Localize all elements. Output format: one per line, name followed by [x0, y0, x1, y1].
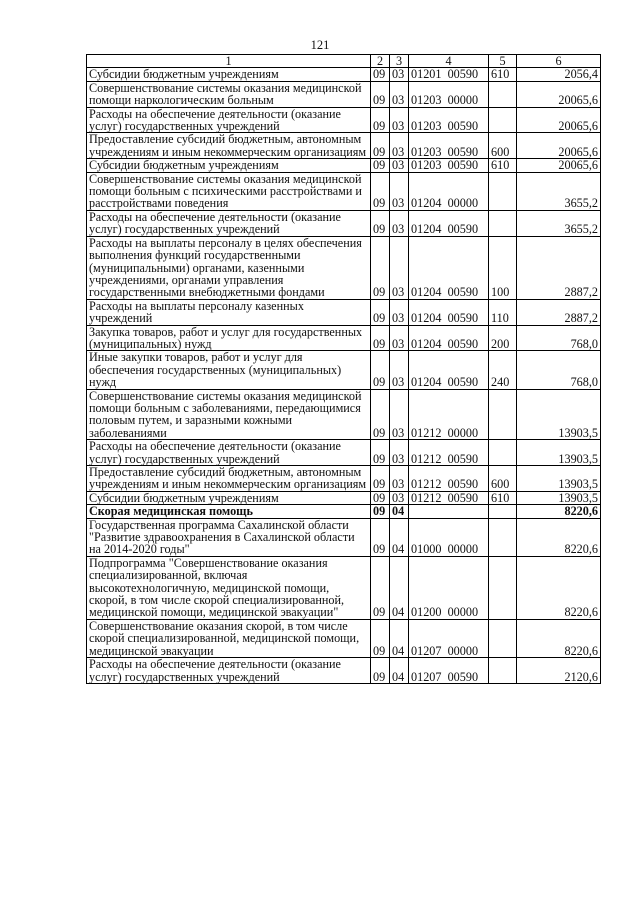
target-article-cell: 01203 00590: [409, 159, 489, 172]
section-code-cell: 09: [371, 351, 390, 389]
section-code-cell: 09: [371, 133, 390, 159]
header-cell: 2: [371, 55, 390, 68]
target-article-cell: 01203 00000: [409, 81, 489, 107]
subsection-code-cell: 03: [390, 466, 409, 492]
table-row: [87, 518, 601, 556]
item-name-cell: Закупка товаров, работ и услуг для государственных (муниципальных) нужд: [87, 325, 371, 351]
target-article-cell: 01212 00590: [409, 440, 489, 466]
section-code-cell: 09: [371, 505, 390, 518]
header-cell: 1: [87, 55, 371, 68]
target-article-cell: 01204 00590: [409, 325, 489, 351]
item-name-cell: Расходы на обеспечение деятельности (оказание услуг) государственных учреждений: [87, 107, 371, 133]
item-name-cell: Расходы на обеспечение деятельности (оказание услуг) государственных учреждений: [87, 440, 371, 466]
expense-type-cell: 610: [489, 491, 517, 504]
page-number: 121: [310, 38, 330, 52]
target-article-cell: [409, 505, 489, 518]
expense-type-cell: [489, 505, 517, 518]
amount-cell: 768,0: [517, 351, 601, 389]
amount-cell: 13903,5: [517, 389, 601, 440]
table-row: [87, 236, 601, 299]
amount-cell: 768,0: [517, 325, 601, 351]
subsection-code-cell: 03: [390, 172, 409, 210]
item-name-cell: Расходы на обеспечение деятельности (оказание услуг) государственных учреждений: [87, 210, 371, 236]
subsection-code-cell: 03: [390, 351, 409, 389]
subsection-code-cell: 04: [390, 505, 409, 518]
expense-type-cell: [489, 619, 517, 657]
target-article-cell: 01207 00590: [409, 658, 489, 684]
target-article-cell: 01203 00590: [409, 133, 489, 159]
amount-cell: 3655,2: [517, 210, 601, 236]
expense-type-cell: [489, 440, 517, 466]
expense-type-cell: 600: [489, 466, 517, 492]
subsection-code-cell: 04: [390, 556, 409, 619]
expense-type-cell: 100: [489, 236, 517, 299]
target-article-cell: 01204 00000: [409, 172, 489, 210]
target-article-cell: 01203 00590: [409, 107, 489, 133]
amount-cell: 20065,6: [517, 133, 601, 159]
target-article-cell: 01207 00000: [409, 619, 489, 657]
amount-cell: 20065,6: [517, 159, 601, 172]
subsection-code-cell: 03: [390, 440, 409, 466]
item-name-cell: Скорая медицинская помощь: [87, 505, 371, 518]
budget-table: [86, 54, 601, 684]
subsection-code-cell: 03: [390, 68, 409, 81]
table-row: [87, 556, 601, 619]
table-row: [87, 440, 601, 466]
section-code-cell: 09: [371, 81, 390, 107]
table-row: [87, 159, 601, 172]
amount-cell: 8220,6: [517, 505, 601, 518]
amount-cell: 2887,2: [517, 236, 601, 299]
table-row: [87, 81, 601, 107]
amount-cell: 2887,2: [517, 299, 601, 325]
amount-cell: 2056,4: [517, 68, 601, 81]
section-code-cell: 09: [371, 389, 390, 440]
table-row: [87, 210, 601, 236]
amount-cell: 20065,6: [517, 81, 601, 107]
subsection-code-cell: 03: [390, 107, 409, 133]
target-article-cell: 01212 00000: [409, 389, 489, 440]
item-name-cell: Субсидии бюджетным учреждениям: [87, 68, 371, 81]
amount-cell: 8220,6: [517, 619, 601, 657]
section-code-cell: 09: [371, 107, 390, 133]
amount-cell: 8220,6: [517, 556, 601, 619]
amount-cell: 2120,6: [517, 658, 601, 684]
table-header-row: [87, 55, 601, 68]
target-article-cell: 01201 00590: [409, 68, 489, 81]
header-cell: 5: [489, 55, 517, 68]
table-row: [87, 107, 601, 133]
table-row: [87, 299, 601, 325]
section-code-cell: 09: [371, 325, 390, 351]
table-row: [87, 491, 601, 504]
section-code-cell: 09: [371, 159, 390, 172]
section-code-cell: 09: [371, 68, 390, 81]
item-name-cell: Государственная программа Сахалинской области "Развитие здравоохранения в Сахалинской области на 2014-2020 годы": [87, 518, 371, 556]
section-code-cell: 09: [371, 210, 390, 236]
expense-type-cell: 240: [489, 351, 517, 389]
amount-cell: 8220,6: [517, 518, 601, 556]
item-name-cell: Иные закупки товаров, работ и услуг для обеспечения государственных (муниципальных) нужд: [87, 351, 371, 389]
table-row: [87, 351, 601, 389]
table-row: [87, 133, 601, 159]
target-article-cell: 01204 00590: [409, 351, 489, 389]
item-name-cell: Совершенствование системы оказания медицинской помощи больным с психическими расстройствами и расстройствами поведения: [87, 172, 371, 210]
section-code-cell: 09: [371, 491, 390, 504]
expense-type-cell: 610: [489, 68, 517, 81]
expense-type-cell: [489, 210, 517, 236]
expense-type-cell: 110: [489, 299, 517, 325]
expense-type-cell: [489, 658, 517, 684]
amount-cell: 3655,2: [517, 172, 601, 210]
amount-cell: 20065,6: [517, 107, 601, 133]
item-name-cell: Совершенствование оказания скорой, в том числе скорой специализированной, медицинской помощи, медицинской эвакуации: [87, 619, 371, 657]
expense-type-cell: 600: [489, 133, 517, 159]
subsection-code-cell: 03: [390, 159, 409, 172]
target-article-cell: 01200 00000: [409, 556, 489, 619]
section-code-cell: 09: [371, 658, 390, 684]
expense-type-cell: [489, 172, 517, 210]
table-row: [87, 466, 601, 492]
target-article-cell: 01000 00000: [409, 518, 489, 556]
section-code-cell: 09: [371, 299, 390, 325]
section-code-cell: 09: [371, 619, 390, 657]
target-article-cell: 01212 00590: [409, 491, 489, 504]
table-row: [87, 505, 601, 518]
subsection-code-cell: 03: [390, 491, 409, 504]
subsection-code-cell: 04: [390, 518, 409, 556]
item-name-cell: Предоставление субсидий бюджетным, автономным учреждениям и иным некоммерческим организациям: [87, 466, 371, 492]
header-cell: 4: [409, 55, 489, 68]
section-code-cell: 09: [371, 466, 390, 492]
expense-type-cell: [489, 389, 517, 440]
subsection-code-cell: 03: [390, 81, 409, 107]
item-name-cell: Подпрограмма "Совершенствование оказания специализированной, включая высокотехнологичную, медицинской помощи, скорой, в том числе скорой специализированной, медицинской помощи, медицинской эвакуации": [87, 556, 371, 619]
table-row: [87, 389, 601, 440]
item-name-cell: Расходы на обеспечение деятельности (оказание услуг) государственных учреждений: [87, 658, 371, 684]
expense-type-cell: [489, 81, 517, 107]
table-row: [87, 325, 601, 351]
subsection-code-cell: 03: [390, 389, 409, 440]
amount-cell: 13903,5: [517, 466, 601, 492]
table-row: [87, 658, 601, 684]
amount-cell: 13903,5: [517, 491, 601, 504]
section-code-cell: 09: [371, 172, 390, 210]
item-name-cell: Расходы на выплаты персоналу в целях обеспечения выполнения функций государственными (муниципальными) органами, казенными учреждениями, органами управления государственными внебюджетными фондами: [87, 236, 371, 299]
item-name-cell: Предоставление субсидий бюджетным, автономным учреждениям и иным некоммерческим организациям: [87, 133, 371, 159]
target-article-cell: 01204 00590: [409, 299, 489, 325]
item-name-cell: Совершенствование системы оказания медицинской помощи больным с заболеваниями, передающимися половым путем, и заразными кожными заболеваниями: [87, 389, 371, 440]
subsection-code-cell: 03: [390, 210, 409, 236]
item-name-cell: Субсидии бюджетным учреждениям: [87, 491, 371, 504]
section-code-cell: 09: [371, 556, 390, 619]
target-article-cell: 01212 00590: [409, 466, 489, 492]
expense-type-cell: [489, 518, 517, 556]
expense-type-cell: [489, 107, 517, 133]
subsection-code-cell: 04: [390, 619, 409, 657]
subsection-code-cell: 03: [390, 299, 409, 325]
subsection-code-cell: 03: [390, 133, 409, 159]
amount-cell: 13903,5: [517, 440, 601, 466]
item-name-cell: Субсидии бюджетным учреждениям: [87, 159, 371, 172]
expense-type-cell: 200: [489, 325, 517, 351]
subsection-code-cell: 04: [390, 658, 409, 684]
expense-type-cell: 610: [489, 159, 517, 172]
table-row: [87, 68, 601, 81]
section-code-cell: 09: [371, 440, 390, 466]
section-code-cell: 09: [371, 236, 390, 299]
expense-type-cell: [489, 556, 517, 619]
header-cell: 6: [517, 55, 601, 68]
table-row: [87, 619, 601, 657]
table-row: [87, 172, 601, 210]
item-name-cell: Совершенствование системы оказания медицинской помощи наркологическим больным: [87, 81, 371, 107]
target-article-cell: 01204 00590: [409, 236, 489, 299]
section-code-cell: 09: [371, 518, 390, 556]
subsection-code-cell: 03: [390, 325, 409, 351]
item-name-cell: Расходы на выплаты персоналу казенных учреждений: [87, 299, 371, 325]
target-article-cell: 01204 00590: [409, 210, 489, 236]
subsection-code-cell: 03: [390, 236, 409, 299]
header-cell: 3: [390, 55, 409, 68]
